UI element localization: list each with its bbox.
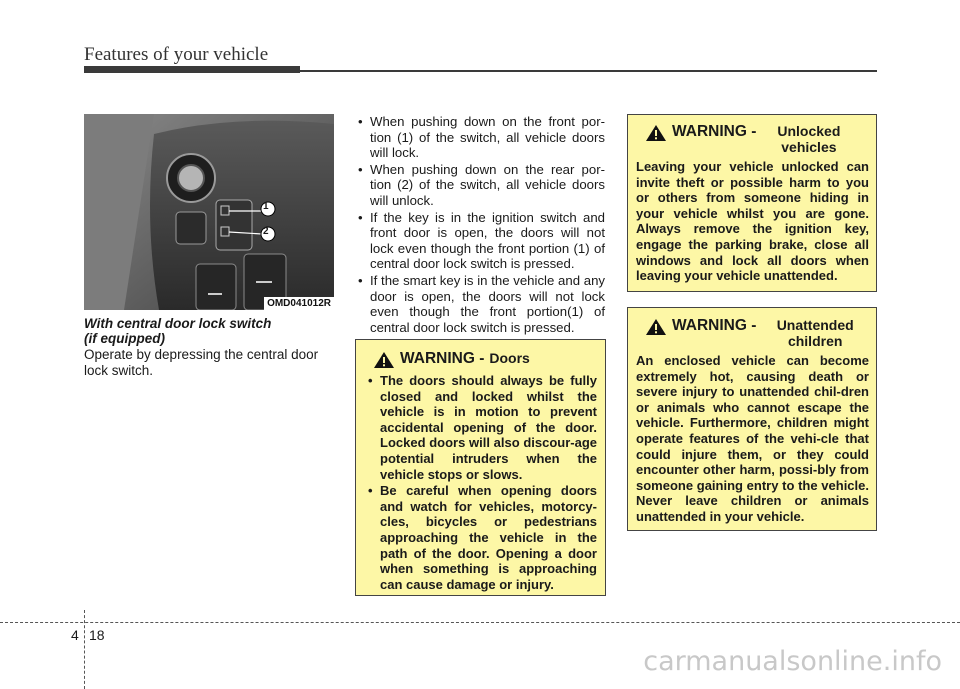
warning-triangle-icon (374, 352, 394, 368)
warning-unattended-box (627, 307, 877, 531)
list-item: • If the key is in the ignition switch and front door is open, the doors will not lock even though the front portion (1) of central door lock switch is pressed. (355, 210, 605, 272)
warning-unlocked-heading (636, 123, 869, 155)
body-paragraph: Operate by depressing the central door lock switch. (84, 347, 319, 378)
warning-unlocked-text: Leaving your vehicle unlocked can invite theft or possible harm to you or others from someone hiding in your vehicle whilst you are gone. Always remove the ignition key, engage the parking brake, close all windows and lock all doors when leaving your vehicle unattended. (636, 159, 869, 284)
door-switch-photo (84, 114, 334, 310)
watermark-text: carmanualsonline.info (643, 646, 942, 677)
list-item: • When pushing down on the rear por-tion (2) of the switch, all vehicle doors will unlock. (355, 162, 605, 209)
header-rule-thin (300, 70, 877, 72)
warning-triangle-icon (646, 125, 666, 141)
warning-subject: Unlocked vehicles (777, 123, 841, 155)
list-item: • The doors should always be fully closed and locked whilst the vehicle is in motion to prevent accidental opening of the door. Locked doors will also discour-age potential intruders when the vehicle stops or slows. (364, 373, 597, 482)
list-item: • When pushing down on the front por-tion (1) of the switch, all vehicle doors will lock. (355, 114, 605, 161)
caption-note: (if equipped) (84, 331, 165, 346)
warning-subject: Unattended children (776, 317, 854, 349)
warning-unattended-heading (636, 317, 869, 349)
caption-title: With central door lock switch (84, 316, 272, 331)
list-item: • If the smart key is in the vehicle and any door is open, the doors will not lock even though the front portion(1) of central door lock switch is pressed. (355, 273, 605, 335)
list-item: • Be careful when opening doors and watch for vehicles, motorcy-cles, bicycles or pedestrians approaching the vehicle in the path of the door. Opening a door when something is approaching can cause damage or injury. (364, 483, 597, 592)
chapter-number: 4 (71, 627, 79, 643)
callout-1-label: 1 (263, 201, 269, 212)
warning-label: WARNING - (672, 123, 757, 140)
page-number: 18 (89, 627, 105, 643)
warning-doors-heading (364, 350, 597, 368)
header-rule-thick (84, 66, 300, 73)
warning-subject: Doors (489, 350, 530, 366)
page-header-title: Features of your vehicle (84, 44, 269, 65)
warning-triangle-icon (646, 319, 666, 335)
door-switch-illustration (84, 114, 334, 310)
lock-behavior-list (355, 114, 605, 336)
section-caption (84, 316, 338, 346)
footer-vertical-rule (84, 610, 85, 689)
footer-rule (0, 622, 960, 623)
warning-unattended-text: An enclosed vehicle can become extremely hot, causing death or severe injury to unattended chil-dren or animals who cannot escape the vehicle. Furthermore, children might operate features of the vehi-cle that could injure them, or they could encounter other harm, possi-bly from someone gaining entry to the vehicle. Never leave children or animals unattended in your vehicle. (636, 353, 869, 524)
figure-code: OMD041012R (264, 297, 334, 310)
warning-label: WARNING - (672, 317, 757, 334)
callout-2-label: 2 (263, 226, 269, 237)
warning-doors-box (355, 339, 606, 596)
warning-label: WARNING - (400, 350, 485, 367)
warning-unlocked-box (627, 114, 877, 292)
